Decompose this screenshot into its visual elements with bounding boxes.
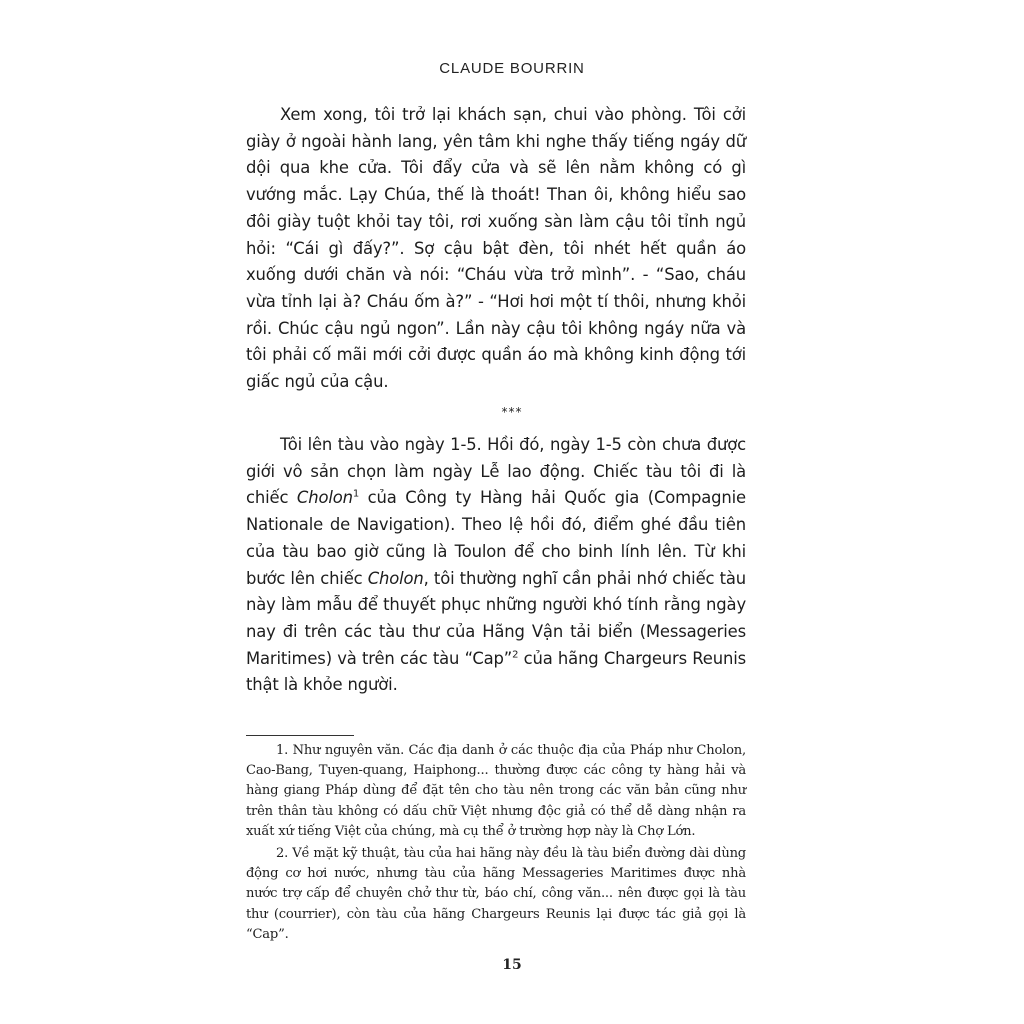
footnote-2: 2. Về mặt kỹ thuật, tàu của hai hãng này đều là tàu biển đường dài dùng động cơ hơi nước, nhưng tàu của hãng Messageries Maritimes được nhà nước trợ cấp để chuyên chở thư từ, báo chí, công văn... nên được gọi là tàu thư (courrier), còn tàu của hãng Chargeurs Reunis lại được tác giả gọi là “Cap”. xyxy=(246,846,746,942)
paragraph-2 xyxy=(246,432,746,699)
paragraph-2-part-2: của Công ty Hàng hải Quốc gia (Compagnie Nationale de Navigation). Theo lệ hồi đó, điểm ghé đầu tiên của tàu bao giờ cũng là Toulon để cho binh lính lên. Từ khi bước lên chiếc xyxy=(246,488,746,588)
ship-name-cholon: Cholon xyxy=(296,488,353,508)
section-separator: *** xyxy=(501,405,523,419)
paragraph-2-part-4: của hãng Chargeurs Reunis thật là khỏe người. xyxy=(246,648,746,695)
running-header-author: CLAUDE BOURRIN xyxy=(439,60,585,77)
body-text-block-2 xyxy=(246,432,746,699)
footnote-1: 1. Như nguyên văn. Các địa danh ở các thuộc địa của Pháp như Cholon, Cao-Bang, Tuyen-quang, Haiphong... thường được các công ty hàng hải và hàng giang Pháp dùng để đặt tên cho tàu nên trong các văn bản cũng như trên thân tàu không có dấu chữ Việt nhưng độc giả có thể dễ dàng nhận ra xuất xứ tiếng Việt của chúng, mà cụ thể ở trường hợp này là Chợ Lớn. xyxy=(246,743,746,839)
footnote-ref-2: 2 xyxy=(512,649,519,661)
page-number: 15 xyxy=(502,957,522,973)
footnotes xyxy=(246,741,746,947)
paragraph-2-part-3: , tôi thường nghĩ cần phải nhớ chiếc tàu này làm mẫu để thuyết phục những người khó tính rằng ngày nay đi trên các tàu thư của Hãng Vận tải biển (Messageries Maritimes) và trên các tàu “Cap” xyxy=(246,568,746,668)
body-text-block-1 xyxy=(246,102,746,396)
ship-name-cholon-2: Cholon xyxy=(367,568,424,588)
paragraph-2-part-1: Tôi lên tàu vào ngày 1-5. Hồi đó, ngày 1-5 còn chưa được giới vô sản chọn làm ngày Lễ lao động. Chiếc tàu tôi đi là chiếc xyxy=(246,435,746,508)
paragraph-1: Xem xong, tôi trở lại khách sạn, chui vào phòng. Tôi cởi giày ở ngoài hành lang, yên tâm khi nghe thấy tiếng ngáy dữ dội qua khe cửa. Tôi đẩy cửa và sẽ lên nằm không có gì vướng mắc. Lạy Chúa, thế là thoát! Than ôi, không hiểu sao đôi giày tuột khỏi tay tôi, rơi xuống sàn làm cậu tôi tỉnh ngủ hỏi: “Cái gì đấy?”. Sợ cậu bật đèn, tôi nhét hết quần áo xuống dưới chăn và nói: “Cháu vừa trở mình”. - “Sao, cháu vừa tỉnh lại à? Cháu ốm à?” - “Hơi hơi một tí thôi, nhưng khỏi rồi. Chúc cậu ngủ ngon”. Lần này cậu tôi không ngáy nữa và tôi phải cố mãi mới cởi được quần áo mà không kinh động tới giấc ngủ của cậu. xyxy=(246,105,746,392)
footnote-divider xyxy=(246,735,354,736)
footnote-ref-1: 1 xyxy=(352,488,360,500)
